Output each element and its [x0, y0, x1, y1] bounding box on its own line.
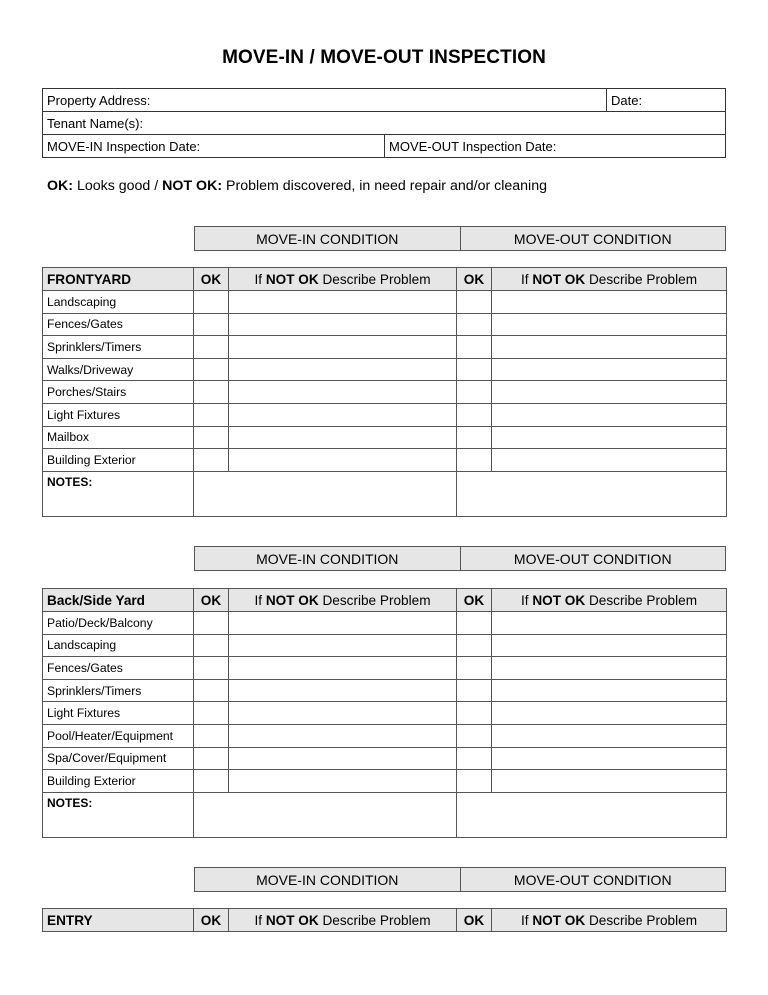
describe-column-header: If NOT OK Describe Problem	[492, 589, 727, 612]
item-label: Sprinklers/Timers	[43, 679, 194, 702]
move-out-condition-label: MOVE-OUT CONDITION	[460, 868, 726, 892]
table-row	[43, 449, 727, 472]
move-out-problem-field[interactable]	[492, 770, 727, 793]
move-out-ok-box[interactable]	[457, 679, 492, 702]
condition-header	[194, 546, 726, 571]
table-row	[43, 657, 727, 680]
move-out-ok-box[interactable]	[457, 358, 492, 381]
move-in-notes-field[interactable]	[194, 471, 457, 516]
table-row	[43, 770, 727, 793]
entry-section	[42, 908, 727, 932]
section-title: FRONTYARD	[43, 268, 194, 291]
move-out-condition-label: MOVE-OUT CONDITION	[460, 547, 726, 571]
move-in-problem-field[interactable]	[229, 657, 457, 680]
move-out-problem-field[interactable]	[492, 747, 727, 770]
move-in-problem-field[interactable]	[229, 770, 457, 793]
move-in-problem-field[interactable]	[229, 449, 457, 472]
move-in-ok-box[interactable]	[194, 634, 229, 657]
move-out-ok-box[interactable]	[457, 724, 492, 747]
table-row	[43, 358, 727, 381]
legend-ok-text: Looks good /	[73, 178, 163, 194]
move-in-problem-field[interactable]	[229, 426, 457, 449]
section-title: ENTRY	[43, 909, 194, 932]
move-out-ok-box[interactable]	[457, 336, 492, 359]
table-row	[43, 403, 727, 426]
move-out-problem-field[interactable]	[492, 449, 727, 472]
item-label: Building Exterior	[43, 770, 194, 793]
table-row	[43, 724, 727, 747]
move-in-ok-box[interactable]	[194, 657, 229, 680]
move-out-problem-field[interactable]	[492, 657, 727, 680]
move-in-problem-field[interactable]	[229, 291, 457, 314]
move-in-ok-box[interactable]	[194, 313, 229, 336]
move-in-notes-field[interactable]	[194, 792, 457, 837]
move-in-problem-field[interactable]	[229, 336, 457, 359]
move-in-problem-field[interactable]	[229, 403, 457, 426]
move-out-problem-field[interactable]	[492, 426, 727, 449]
move-in-ok-box[interactable]	[194, 679, 229, 702]
property-info-table	[42, 88, 726, 158]
move-in-ok-box[interactable]	[194, 336, 229, 359]
item-label: Fences/Gates	[43, 313, 194, 336]
move-in-problem-field[interactable]	[229, 702, 457, 725]
ok-column-header: OK	[194, 589, 229, 612]
ok-column-header: OK	[457, 909, 492, 932]
move-out-ok-box[interactable]	[457, 403, 492, 426]
move-out-problem-field[interactable]	[492, 403, 727, 426]
date-field[interactable]: Date:	[607, 89, 726, 112]
move-in-ok-box[interactable]	[194, 449, 229, 472]
ok-column-header: OK	[457, 589, 492, 612]
move-out-ok-box[interactable]	[457, 747, 492, 770]
move-out-ok-box[interactable]	[457, 634, 492, 657]
move-in-problem-field[interactable]	[229, 679, 457, 702]
frontyard-section	[42, 267, 727, 517]
move-in-condition-label: MOVE-IN CONDITION	[195, 868, 461, 892]
move-in-problem-field[interactable]	[229, 612, 457, 635]
move-in-ok-box[interactable]	[194, 702, 229, 725]
move-in-problem-field[interactable]	[229, 381, 457, 404]
move-in-ok-box[interactable]	[194, 612, 229, 635]
item-label: Mailbox	[43, 426, 194, 449]
table-row	[43, 634, 727, 657]
move-in-ok-box[interactable]	[194, 291, 229, 314]
move-out-notes-field[interactable]	[457, 792, 727, 837]
tenant-names-field[interactable]: Tenant Name(s):	[43, 112, 726, 135]
move-out-problem-field[interactable]	[492, 381, 727, 404]
ok-column-header: OK	[194, 909, 229, 932]
condition-header	[194, 867, 726, 892]
table-row	[43, 426, 727, 449]
move-out-condition-label: MOVE-OUT CONDITION	[460, 227, 726, 251]
item-label: Walks/Driveway	[43, 358, 194, 381]
move-in-ok-box[interactable]	[194, 358, 229, 381]
move-out-date-field[interactable]: MOVE-OUT Inspection Date:	[385, 135, 726, 158]
legend-notok-label: NOT OK:	[162, 178, 223, 194]
move-in-ok-box[interactable]	[194, 381, 229, 404]
move-in-condition-label: MOVE-IN CONDITION	[195, 547, 461, 571]
move-out-problem-field[interactable]	[492, 291, 727, 314]
table-row	[43, 702, 727, 725]
page-title: MOVE-IN / MOVE-OUT INSPECTION	[222, 47, 546, 68]
describe-column-header: If NOT OK Describe Problem	[229, 909, 457, 932]
move-in-ok-box[interactable]	[194, 426, 229, 449]
move-out-problem-field[interactable]	[492, 313, 727, 336]
item-label: Landscaping	[43, 291, 194, 314]
move-out-problem-field[interactable]	[492, 702, 727, 725]
notes-label: NOTES:	[43, 792, 194, 837]
move-out-problem-field[interactable]	[492, 358, 727, 381]
table-row	[43, 313, 727, 336]
condition-header	[194, 226, 726, 251]
move-in-date-field[interactable]: MOVE-IN Inspection Date:	[43, 135, 385, 158]
move-in-ok-box[interactable]	[194, 724, 229, 747]
item-label: Pool/Heater/Equipment	[43, 724, 194, 747]
describe-column-header: If NOT OK Describe Problem	[229, 268, 457, 291]
item-label: Light Fixtures	[43, 403, 194, 426]
item-label: Building Exterior	[43, 449, 194, 472]
notes-label: NOTES:	[43, 471, 194, 516]
item-label: Porches/Stairs	[43, 381, 194, 404]
move-out-problem-field[interactable]	[492, 724, 727, 747]
describe-column-header: If NOT OK Describe Problem	[492, 268, 727, 291]
move-in-ok-box[interactable]	[194, 770, 229, 793]
back-side-yard-section	[42, 588, 727, 838]
describe-column-header: If NOT OK Describe Problem	[229, 589, 457, 612]
move-in-problem-field[interactable]	[229, 634, 457, 657]
move-out-ok-box[interactable]	[457, 657, 492, 680]
move-out-notes-field[interactable]	[457, 471, 727, 516]
item-label: Patio/Deck/Balcony	[43, 612, 194, 635]
move-out-problem-field[interactable]	[492, 679, 727, 702]
table-row	[43, 291, 727, 314]
item-label: Sprinklers/Timers	[43, 336, 194, 359]
table-row	[43, 679, 727, 702]
ok-legend	[47, 178, 547, 194]
table-row	[43, 612, 727, 635]
ok-column-header: OK	[194, 268, 229, 291]
legend-notok-text: Problem discovered, in need repair and/or cleaning	[222, 178, 547, 194]
move-in-problem-field[interactable]	[229, 747, 457, 770]
move-out-ok-box[interactable]	[457, 702, 492, 725]
move-out-ok-box[interactable]	[457, 612, 492, 635]
item-label: Light Fixtures	[43, 702, 194, 725]
table-row	[43, 336, 727, 359]
move-in-ok-box[interactable]	[194, 403, 229, 426]
move-out-ok-box[interactable]	[457, 381, 492, 404]
property-address-field[interactable]: Property Address:	[43, 89, 607, 112]
item-label: Landscaping	[43, 634, 194, 657]
table-row	[43, 747, 727, 770]
move-out-ok-box[interactable]	[457, 291, 492, 314]
legend-ok-label: OK:	[47, 178, 74, 194]
move-in-problem-field[interactable]	[229, 724, 457, 747]
move-out-problem-field[interactable]	[492, 336, 727, 359]
ok-column-header: OK	[457, 268, 492, 291]
move-out-ok-box[interactable]	[457, 426, 492, 449]
table-row	[43, 381, 727, 404]
move-out-ok-box[interactable]	[457, 770, 492, 793]
section-title: Back/Side Yard	[43, 589, 194, 612]
move-out-problem-field[interactable]	[492, 612, 727, 635]
item-label: Spa/Cover/Equipment	[43, 747, 194, 770]
move-in-ok-box[interactable]	[194, 747, 229, 770]
item-label: Fences/Gates	[43, 657, 194, 680]
move-in-condition-label: MOVE-IN CONDITION	[195, 227, 461, 251]
move-out-ok-box[interactable]	[457, 313, 492, 336]
move-out-problem-field[interactable]	[492, 634, 727, 657]
move-in-problem-field[interactable]	[229, 358, 457, 381]
describe-column-header: If NOT OK Describe Problem	[492, 909, 727, 932]
move-out-ok-box[interactable]	[457, 449, 492, 472]
move-in-problem-field[interactable]	[229, 313, 457, 336]
